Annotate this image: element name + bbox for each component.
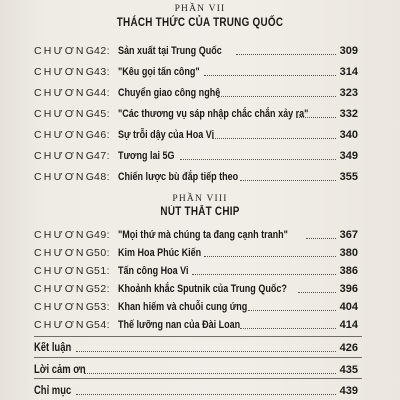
chapter-title: Chiến lược bù đắp tiếp theo: [118, 171, 239, 183]
dot-leader: [296, 117, 336, 118]
chapter-number: 53:: [94, 301, 111, 313]
chapter-number: 47:: [94, 150, 111, 162]
chapter-number: 45:: [94, 108, 111, 120]
toc-row-ch48[interactable]: [34, 167, 358, 183]
toc-row-acknowledgements[interactable]: [34, 360, 358, 376]
chapter-title: Khan hiếm và chuỗi cung ứng: [118, 301, 248, 313]
toc-row-ch49[interactable]: [34, 225, 358, 241]
chapter-label: CHƯƠNG: [34, 265, 97, 277]
page-number: 314: [339, 66, 358, 78]
toc-row-ch54[interactable]: [34, 315, 358, 331]
page-number: 396: [339, 283, 358, 295]
toc-row-ch46[interactable]: [34, 125, 358, 141]
back-matter-title: Chỉ mục: [34, 385, 72, 397]
dot-leader: [236, 54, 336, 55]
chapter-label: CHƯƠNG: [34, 45, 97, 57]
toc-row-ch53[interactable]: [34, 297, 358, 313]
toc-row-index[interactable]: [34, 381, 358, 397]
dot-leader: [192, 274, 336, 275]
chapter-title: Chuyển giao công nghệ: [118, 87, 221, 99]
chapter-number: 52:: [94, 283, 111, 295]
toc-row-ch45[interactable]: [34, 104, 358, 120]
toc-row-ch43[interactable]: [34, 62, 358, 78]
chapter-number: 49:: [94, 229, 111, 241]
chapter-number: 43:: [94, 66, 111, 78]
chapter-number: 48:: [94, 171, 111, 183]
chapter-label: CHƯƠNG: [34, 150, 97, 162]
chapter-number: 44:: [94, 87, 111, 99]
dot-leader: [298, 292, 336, 293]
page-number: 323: [339, 87, 358, 99]
dot-leader: [218, 96, 336, 97]
chapter-title: Sự trỗi dậy của Hoa Vi: [118, 129, 215, 141]
chapter-title: Kim Hoa Phúc Kiến: [118, 247, 202, 259]
chapter-number: 50:: [94, 247, 111, 259]
section-divider: [34, 357, 362, 358]
toc-row-ch50[interactable]: [34, 243, 358, 259]
dot-leader: [76, 351, 336, 352]
chapter-number: 46:: [94, 129, 111, 141]
chapter-title: Tương lai 5G: [118, 150, 175, 162]
chapter-label: CHƯƠNG: [34, 229, 97, 241]
page-number: 340: [339, 129, 358, 141]
page-number: 414: [339, 319, 358, 331]
chapter-title: "Các thương vụ sáp nhập chắc chắn xảy ra": [118, 108, 309, 120]
chapter-title: Sản xuất tại Trung Quốc: [118, 45, 222, 57]
chapter-label: CHƯƠNG: [34, 301, 97, 313]
chapter-label: CHƯƠNG: [34, 247, 97, 259]
toc-row-conclusion[interactable]: [34, 338, 358, 354]
dot-leader: [248, 310, 336, 311]
chapter-label: CHƯƠNG: [34, 171, 97, 183]
page-number: 386: [339, 265, 358, 277]
part-8-label: PHẦN VIII: [172, 194, 228, 204]
chapter-number: 42:: [94, 45, 111, 57]
toc-row-ch51[interactable]: [34, 261, 358, 277]
dot-leader: [240, 328, 336, 329]
dot-leader: [212, 138, 336, 139]
chapter-label: CHƯƠNG: [34, 108, 97, 120]
section-divider: [34, 336, 362, 337]
page-number: 332: [339, 108, 358, 120]
chapter-title: "Mọi thứ mà chúng ta đang cạnh tranh": [118, 229, 288, 241]
dot-leader: [306, 238, 336, 239]
chapter-label: CHƯƠNG: [34, 66, 97, 78]
page-number: 367: [339, 229, 358, 241]
chapter-title: Khoảnh khắc Sputnik của Trung Quốc?: [118, 283, 287, 295]
toc-row-ch44[interactable]: [34, 83, 358, 99]
chapter-number: 51:: [94, 265, 111, 277]
page-number: 309: [339, 45, 358, 57]
chapter-label: CHƯƠNG: [34, 319, 97, 331]
page-number: 380: [339, 247, 358, 259]
section-divider: [34, 378, 362, 379]
dot-leader: [204, 75, 336, 76]
toc-row-ch42[interactable]: [34, 41, 358, 57]
dot-leader: [76, 394, 336, 395]
part-7-label: PHẦN VII: [174, 4, 226, 14]
chapter-title: "Kêu gọi tấn công": [118, 66, 200, 78]
chapter-label: CHƯƠNG: [34, 87, 97, 99]
page-number: 355: [339, 171, 358, 183]
toc-row-ch47[interactable]: [34, 146, 358, 162]
chapter-number: 54:: [94, 319, 111, 331]
chapter-title: Tấn công Hoa Vi: [118, 265, 189, 277]
dot-leader: [84, 373, 336, 374]
page-number: 404: [339, 301, 358, 313]
dot-leader: [240, 180, 336, 181]
chapter-label: CHƯƠNG: [34, 129, 97, 141]
chapter-label: CHƯƠNG: [34, 283, 97, 295]
dot-leader: [204, 256, 336, 257]
dot-leader: [180, 159, 336, 160]
chapter-title: Thế lưỡng nan của Đài Loan: [118, 319, 241, 331]
part-8-title: NÚT THẮT CHIP: [160, 206, 240, 218]
page-number: 435: [339, 364, 358, 376]
page-number: 349: [339, 150, 358, 162]
toc-row-ch52[interactable]: [34, 279, 358, 295]
page-number: 439: [339, 385, 358, 397]
page-number: 426: [339, 342, 358, 354]
part-7-title: THÁCH THỨC CỦA TRUNG QUỐC: [116, 17, 284, 29]
back-matter-title: Kết luận: [34, 342, 72, 354]
back-matter-title: Lời cảm ơn: [34, 364, 86, 376]
